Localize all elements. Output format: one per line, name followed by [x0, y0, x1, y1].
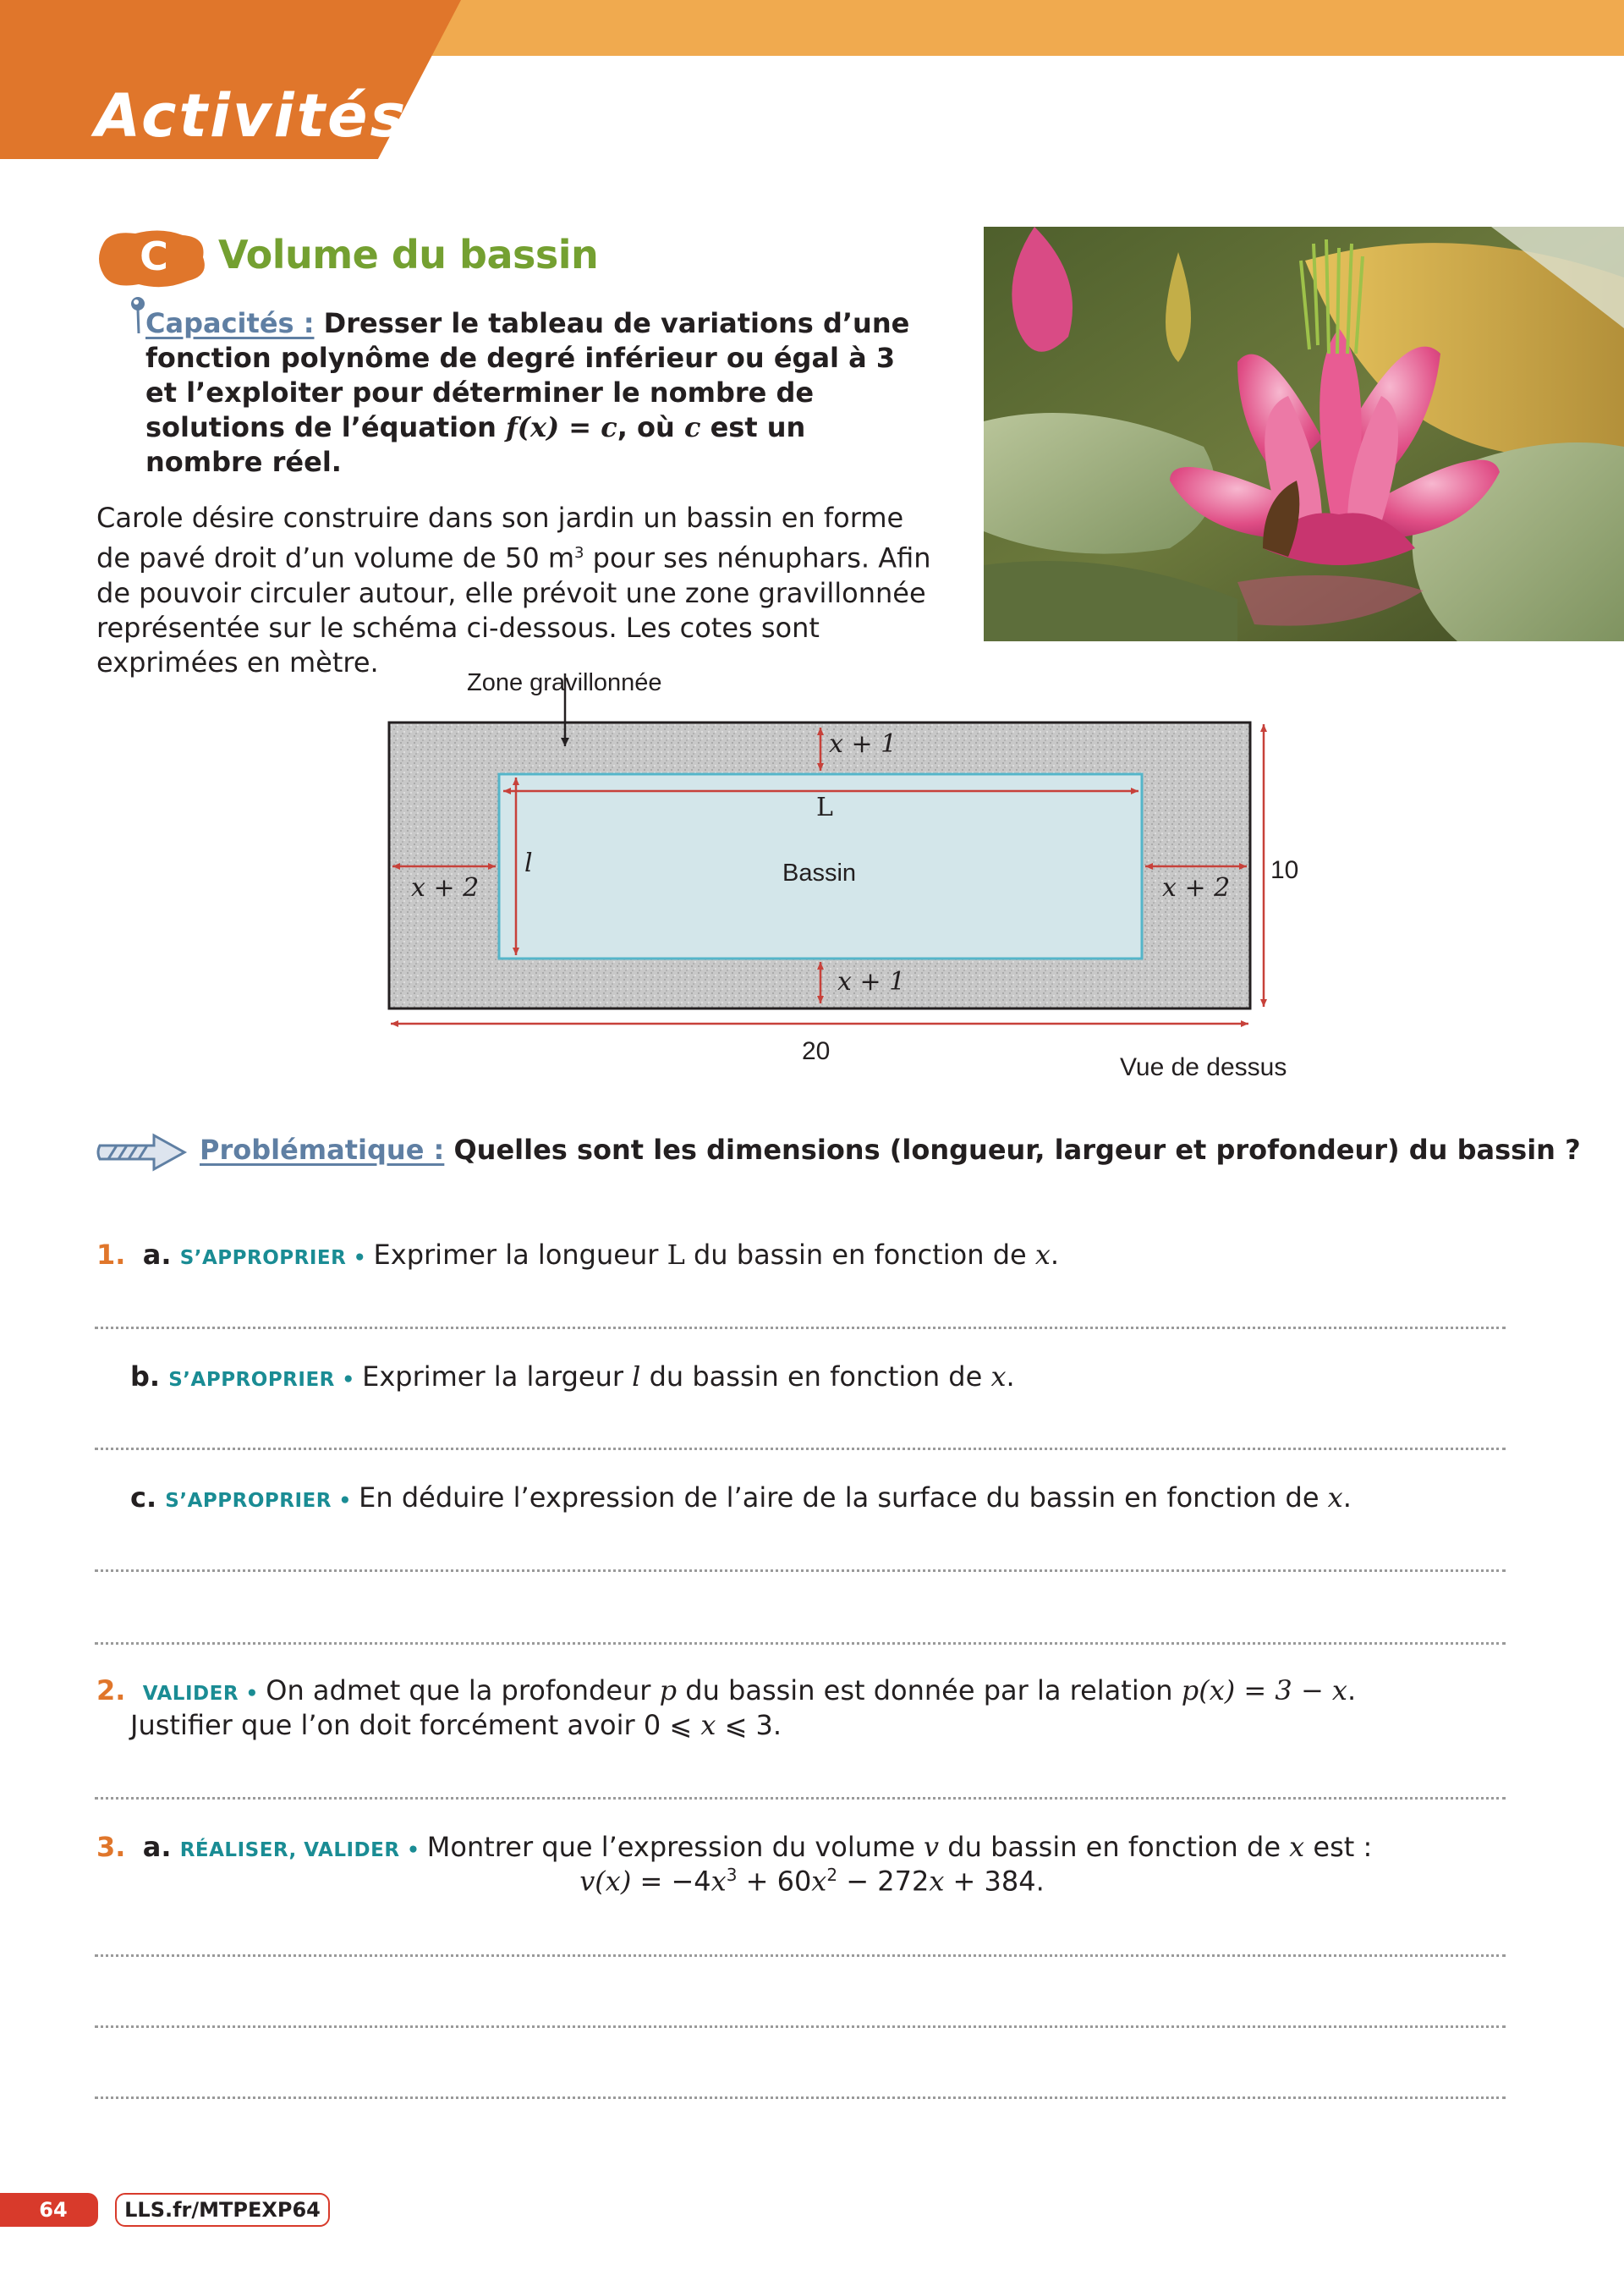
- left-margin-label: x + 2: [411, 873, 480, 903]
- answer-line[interactable]: [95, 1448, 1506, 1450]
- right-margin-label: x + 2: [1162, 873, 1231, 903]
- arrow-icon: [96, 1132, 188, 1173]
- skill-sep: •: [331, 1490, 359, 1512]
- section-title: Volume du bassin: [218, 232, 599, 278]
- problematique: [200, 1134, 1581, 1166]
- capacites-text: Dresser le tableau de variations d’une fonction polynôme de degré inférieur ou égal à 3 et l’exploiter pour déterminer le nombre de solutions de l’équation: [145, 307, 910, 443]
- formula-lhs: v(x): [579, 1865, 632, 1898]
- water-lily-photo: [984, 227, 1624, 641]
- question-end: .: [1342, 1481, 1352, 1514]
- zone-label: Zone gravillonnée: [467, 669, 662, 696]
- question-text: Exprimer la longueur: [373, 1239, 667, 1271]
- capacites-block: [145, 306, 924, 480]
- question-2: [96, 1673, 1356, 1712]
- intro-sup: 3: [574, 544, 584, 562]
- formula-x3: x: [929, 1865, 945, 1898]
- question-text-2: du bassin en fonction de: [640, 1360, 991, 1393]
- formula-eq: = −4: [631, 1865, 711, 1898]
- question-sub: a.: [142, 1831, 172, 1863]
- page-number: 64: [39, 2198, 68, 2222]
- var-l: l: [632, 1360, 641, 1393]
- answer-line[interactable]: [95, 2025, 1506, 2028]
- var-x: x: [1327, 1481, 1343, 1514]
- question-end: .: [1347, 1674, 1357, 1706]
- question-text-2: du bassin en fonction de: [939, 1831, 1290, 1863]
- question-sub: b.: [130, 1360, 161, 1393]
- question-end: .: [1006, 1360, 1015, 1393]
- question-text: Montrer que l’expression du volume: [426, 1831, 924, 1863]
- answer-line[interactable]: [95, 1569, 1506, 1572]
- question-number: 3.: [96, 1831, 126, 1863]
- capacites-end-pre: où: [637, 411, 684, 443]
- width-label: l: [524, 849, 533, 878]
- skill-label: S’APPROPRIER: [168, 1369, 335, 1391]
- answer-line[interactable]: [95, 1327, 1506, 1329]
- question-text: On admet que la profondeur: [266, 1674, 660, 1706]
- section-letter: C: [140, 234, 168, 279]
- question-sub: a.: [142, 1239, 172, 1271]
- formula-e1: 3: [726, 1865, 738, 1885]
- equation-eq: =: [559, 411, 601, 443]
- var-x: x: [1289, 1831, 1305, 1863]
- capacites-end-c: c: [683, 411, 701, 443]
- relation: p(x) = 3 − x: [1181, 1674, 1347, 1706]
- question-3a: [96, 1830, 1372, 1868]
- length-label: L: [816, 793, 833, 822]
- question-end: est :: [1304, 1831, 1373, 1863]
- equation-fx: f(x): [506, 411, 560, 443]
- question-text-2: du bassin est donnée par la relation: [677, 1674, 1182, 1706]
- answer-line[interactable]: [95, 1797, 1506, 1800]
- question-text: En déduire l’expression de l’aire de la surface du bassin en fonction de: [359, 1481, 1328, 1514]
- volume-formula: [0, 1865, 1624, 1898]
- outer-height-label: 10: [1270, 856, 1299, 884]
- formula-e2: 2: [826, 1865, 838, 1885]
- question-text: Justifier que l’on doit forcément avoir 0 ⩽: [130, 1709, 701, 1741]
- answer-line[interactable]: [95, 1954, 1506, 1957]
- capacites-end-post: est un nombre réel.: [145, 411, 806, 478]
- question-2-line2: [130, 1708, 782, 1743]
- formula-x2: x: [811, 1865, 827, 1898]
- question-sub: c.: [130, 1481, 157, 1514]
- intro-part1: Carole désire construire dans son jardin un bassin en forme de pavé droit d’un volume de 50 m: [96, 502, 904, 574]
- question-number: 2.: [96, 1674, 126, 1706]
- outer-width-label: 20: [802, 1037, 831, 1065]
- skill-label: S’APPROPRIER: [179, 1247, 347, 1269]
- formula-p1: + 60: [737, 1865, 812, 1898]
- var-x: x: [990, 1360, 1007, 1393]
- var-p: p: [659, 1674, 678, 1706]
- skill-label: VALIDER: [142, 1683, 239, 1705]
- answer-line[interactable]: [95, 2096, 1506, 2099]
- equation-c: c: [601, 411, 617, 443]
- skill-sep: •: [239, 1683, 266, 1705]
- problematique-label: Problématique :: [200, 1134, 445, 1166]
- var-x: x: [700, 1709, 716, 1741]
- skill-sep: •: [399, 1839, 427, 1861]
- view-label: Vue de dessus: [1120, 1053, 1287, 1081]
- question-text-2: du bassin en fonction de: [684, 1239, 1035, 1271]
- question-1b: [130, 1360, 1015, 1398]
- formula-x1: x: [710, 1865, 727, 1898]
- question-text-2: ⩽ 3.: [716, 1709, 782, 1741]
- var-L: L: [667, 1239, 685, 1271]
- question-1a: [96, 1238, 1059, 1276]
- intro-paragraph: [96, 501, 942, 680]
- skill-sep: •: [334, 1369, 363, 1391]
- skill-label: RÉALISER, VALIDER: [179, 1839, 400, 1861]
- formula-p2: − 272: [837, 1865, 930, 1898]
- question-end: .: [1050, 1239, 1060, 1271]
- skill-sep: •: [346, 1247, 374, 1269]
- capacites-comma: ,: [617, 411, 628, 443]
- pool-label: Bassin: [782, 860, 857, 887]
- capacites-label: Capacités :: [145, 307, 315, 339]
- question-number: 1.: [96, 1239, 126, 1271]
- pool-diagram: [372, 660, 1336, 1083]
- problematique-text: Quelles sont les dimensions (longueur, largeur et profondeur) du bassin ?: [444, 1134, 1581, 1166]
- var-v: v: [924, 1831, 940, 1863]
- intro-part2: pour ses nénuphars. Afin de pouvoir circuler autour, elle prévoit une zone gravillonnée représentée sur le schéma ci-dessous. Les cotes sont exprimées en mètre.: [96, 541, 931, 679]
- formula-p3: + 384.: [944, 1865, 1045, 1898]
- question-text: Exprimer la largeur: [362, 1360, 633, 1393]
- top-margin-label: x + 1: [829, 729, 897, 759]
- question-1c: [130, 1481, 1352, 1519]
- answer-line[interactable]: [95, 1642, 1506, 1645]
- resource-link[interactable]: LLS.fr/MTPEXP64: [115, 2193, 330, 2227]
- bottom-margin-label: x + 1: [837, 967, 906, 997]
- page-title: Activités: [95, 81, 409, 151]
- skill-label: S’APPROPRIER: [165, 1490, 332, 1512]
- var-x: x: [1034, 1239, 1051, 1271]
